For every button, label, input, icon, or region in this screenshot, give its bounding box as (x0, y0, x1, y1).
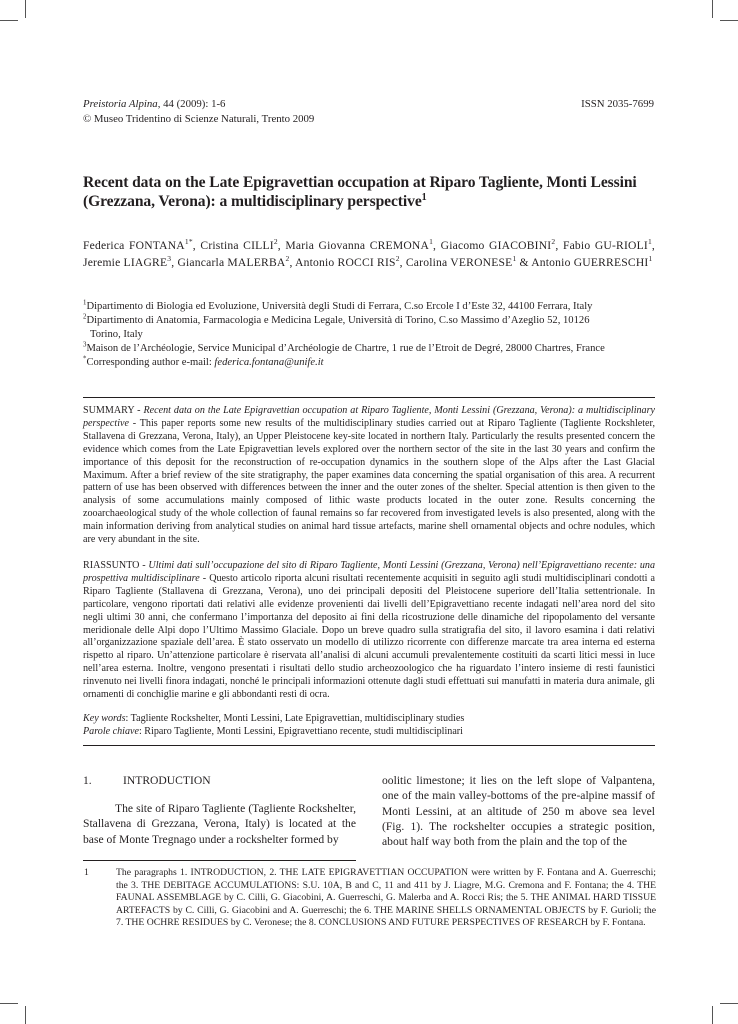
copyright-line: © Museo Tridentino di Scienze Naturali, Trento 2009 (83, 113, 315, 125)
author-separator: , (192, 239, 201, 252)
corresponding-email[interactable]: federica.fontana@unife.it (214, 356, 324, 368)
riassunto-abstract (83, 560, 655, 702)
body-column-left: The site of Riparo Tagliente (Tagliente Rockshelter, Stallavena di Grezzana, Verona, Italy) is located at the base of Monte Tregnago under a rockshelter formed by (83, 802, 356, 846)
abstract-top-rule (83, 397, 655, 398)
author-separator: , (399, 255, 406, 269)
author-affiliation-mark: 1 (512, 253, 517, 263)
author-affiliation-mark: 1 (647, 237, 652, 247)
parole-chiave-line: Parole chiave: Riparo Tagliente, Monti Lessini, Epigravettiano recente, studi multidisciplinari (83, 725, 463, 737)
section-title: INTRODUCTION (123, 774, 211, 787)
author-name: Jeremie LIAGRE (83, 255, 168, 269)
author-name: Giancarla MALERBA (177, 255, 286, 269)
author-affiliation-mark: 1 (429, 237, 434, 247)
author-name: Fabio GU-RIOLI (562, 239, 648, 252)
crop-mark-left-bottom (0, 1003, 18, 1004)
abstract-bottom-rule (83, 745, 655, 746)
crop-mark-left-top (0, 20, 18, 21)
author-name: Cristina CILLI (200, 239, 274, 252)
key-words-line: Key words: Tagliente Rockshelter, Monti Lessini, Late Epigravettian, multidisciplinary studies (83, 713, 465, 724)
title-line-1: Recent data on the Late Epigravettian occupation at Riparo Tagliente, Monti Lessini (83, 174, 637, 191)
body-column-right: oolitic limestone; it lies on the left slope of Valpantena, one of the main valley-bottoms of the pre-alpine massif of Monti Lessini, at an altitude of 250 m above sea level (Fig. 1). The rockshelter occupies a strategic position, about half way both from the plain and the top of the (382, 774, 655, 849)
summary-title: Recent data on the Late Epigravettian occupation at Riparo Tagliente, Monti Lessini (Grezzana, Verona): a multidisciplinary perspective (83, 405, 655, 429)
author-name: Antonio GUERRESCHI (531, 255, 649, 269)
corresponding-author: *Corresponding author e-mail: federica.fontana@unife.it (83, 355, 324, 368)
author-separator: , (171, 255, 178, 269)
author-name: Federica FONTANA (83, 239, 185, 252)
crop-mark-right-top (720, 20, 738, 21)
author-name: Maria Giovanna CREMONA (285, 239, 430, 252)
author-separator: , (651, 239, 656, 252)
author-affiliation-mark: 2 (285, 253, 290, 263)
author-separator: , (289, 255, 296, 269)
footnote-mark: 1 (84, 867, 89, 878)
riassunto-title: Ultimi dati sull’occupazione del sito di Riparo Tagliente, Monti Lessini (Grezzana, Verona) nell’Epigravettiano recente: una prospettiva multidisciplinare (83, 560, 655, 584)
journal-citation: Preistoria Alpina, 44 (2009): 1-6 (83, 98, 226, 110)
section-number: 1. (83, 774, 92, 787)
affiliation-2-cont: Torino, Italy (90, 328, 143, 340)
riassunto-label: RIASSUNTO - (83, 560, 149, 571)
footnote-text: The paragraphs 1. INTRODUCTION, 2. THE LATE EPIGRAVETTIAN OCCUPATION were written by F. Fontana and A. Guerreschi; the 3. THE DEBITAGE ACCUMULATIONS: S.U. 10A, B and C, 11 and 411 by J. Liagre, M.G. Cremona and F. Fontana; the 4. THE FAUNAL ASSEMBLAGE by C. Cilli, G. Giacobini, A. Guerreschi, G. Malerba and A. Rocci Ris; the 5. THE ANIMAL HARD TISSUE ARTEFACTS by C. Cilli, G. Giacobini and A. Guerreschi; the 6. THE MARINE SHELLS ORNAMENTAL OBJECTS by F. Gurioli; the 7. THE OCHRE RESIDUES by C. Veronese; the 8. CONCLUSIONS AND FUTURE PERSPECTIVES OF RESEARCH by F. Fontana. (116, 867, 656, 929)
author-separator: , (555, 239, 563, 252)
affiliation-1: $^1$Dipartimento di Biologia ed Evoluzione, Università degli Studi di Ferrara, C.so Ercole I d’Este 32, 44100 Ferrara, Italy (83, 299, 593, 312)
crop-mark-top-right (712, 0, 713, 18)
crop-mark-bottom-right (712, 1006, 713, 1024)
footnote-rule (83, 860, 356, 861)
title-line-2: (Grezzana, Verona): a multidisciplinary perspective$^1$ (83, 191, 427, 210)
crop-mark-top-left (25, 0, 26, 18)
author-list (83, 238, 655, 271)
summary-label: SUMMARY - (83, 405, 144, 416)
author-name: Carolina VERONESE (405, 255, 513, 269)
issn: ISSN 2035-7699 (581, 98, 654, 110)
affiliation-2: $^2$Dipartimento di Anatomia, Farmacologia e Medicina Legale, Università di Torino, C.so Massimo d’Azeglio 52, 10126 (83, 313, 590, 326)
crop-mark-bottom-left (25, 1006, 26, 1024)
summary-text: - This paper reports some new results of the multidisciplinary studies carried out at Riparo Tagliente (Tagliente Rockshleter, Stallavena di Grezzana, Verona, Italy), an Upper Pleistocene key-site located in northern Italy. Particularly the results presented concern the evidence which comes from the Late Epigravettian levels explored over the northern sector of the site in the last 30 years and confirm the importance of this deposit for the reconstruction of re-occupation dynamics in the southern slope of the Alps after the Last Glacial Maximum. After a brief review of the site stratigraphy, the paper examines data concerning the spatial organisation of this area. A recurrent pattern of use has been observed with differences between the inner and the outer zones of the shelter. Special attention is then given to the analysis of some accumulations mainly composed of lithic waste products located in the outer zone. Results concerning the zooarchaeological study of the whole collection of faunal remains so far recovered from investigated levels is also presented, along with the main information deriving from analytical studies on animal hard tissue artefacts, marine shell ornamental objects and ochre nodules, which are very abundant in the site. (83, 417, 655, 546)
journal-name: Preistoria Alpina (83, 98, 158, 110)
author-name: Antonio ROCCI RIS (295, 255, 396, 269)
author-affiliation-mark: 2 (551, 237, 556, 247)
crop-mark-right-bottom (720, 1003, 738, 1004)
author-affiliation-mark: 2 (395, 253, 400, 263)
journal-header (83, 97, 503, 127)
author-affiliation-mark: 1 (648, 253, 653, 263)
keywords (83, 713, 655, 739)
author-separator: & (516, 255, 532, 269)
article-title (83, 173, 658, 211)
author-separator: , (433, 239, 441, 252)
riassunto-text: - Questo articolo riporta alcuni risultati recentemente acquisiti in seguito agli studi multidisciplinari condotti a Riparo Tagliente (Stallavena di Grezzana, Verona), uno dei principali depositi del Pleistocene superiore dell’Italia settentrionale. In particolare, vengono riportati dati relativi alle evidenze provenienti dai livelli dell’Epigravettiano recente indagati nell’area nord del sito negli ultimi 30 anni, che confermano l’importanza del deposito ai fini della ricostruzione delle dinamiche del ripopolamento del versante meridionale delle Alpi dopo l’Ultimo Massimo Glaciale. Dopo un breve quadro sulla stratigrafia del sito, il lavoro esamina i dati relativi all’organizzazione spaziale dell’area. È stato osservato un modello di utilizzo ricorrente con differenze marcate tra area interna ed esterna rispetto al riparo. Un’attenzione particolare è riservata all’analisi di alcuni accumuli prevalentemente costituiti da scarti litici messi in luce nell’area esterna. Inoltre, vengono presentati i risultati dello studio archeozoologico che ha riguardato l’intero insieme di resti faunistici rinvenuto nei livelli finora indagati, nonché le principali informazioni ottenute dagli studi effettuati sui manufatti in materia dura animale, gli ornamenti di conchiglie marine e gli abbondanti resti di ocra. (83, 572, 655, 701)
author-affiliation-mark: 2 (273, 237, 278, 247)
author-name: Giacomo GIACOBINI (440, 239, 552, 252)
author-affiliation-mark: 1* (184, 237, 193, 247)
affiliation-3: $^3$Maison de l’Archéologie, Service Municipal d’Archéologie de Chartre, 1 rue de l’Etroit de Degré, 28000 Chartres, France (83, 341, 605, 354)
author-affiliation-mark: 3 (167, 253, 172, 263)
title-footnote-mark: 1 (421, 191, 427, 203)
affiliations (83, 300, 663, 370)
author-separator: , (277, 239, 286, 252)
section-heading (83, 773, 356, 788)
summary-abstract (83, 405, 655, 547)
